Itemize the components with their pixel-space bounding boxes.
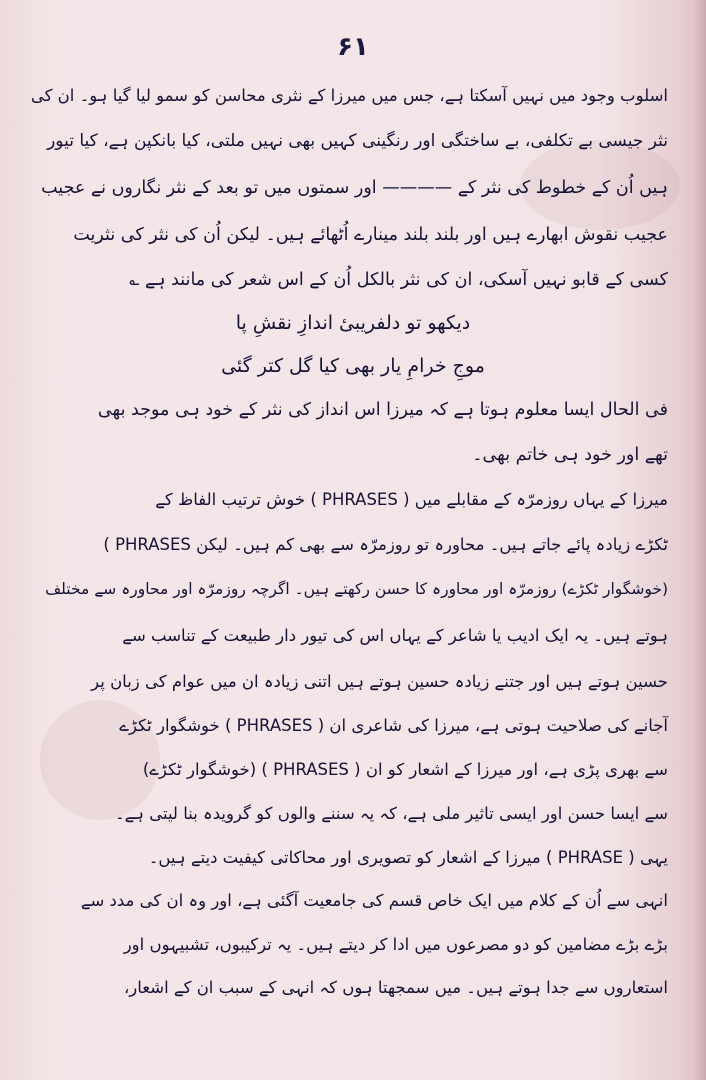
page-number: ۶۱ xyxy=(337,32,369,62)
text-line: سے بھری پڑی ہے، اور میرزا کے اشعار کو ان ( PHRASES ) (خوشگوار ٹکڑے) xyxy=(142,760,668,779)
text-line: ہوتے ہیں۔ یہ ایک ادیب یا شاعر کے یہاں اس کی تیور دار طبیعت کے تناسب سے xyxy=(122,626,668,645)
text-line: استعاروں سے جدا ہوتے ہیں۔ میں سمجھتا ہوں کہ انہی کے سبب ان کے اشعار، xyxy=(123,978,668,997)
text-line: عجیب نقوش ابھارے ہیں اور بلند بلند مینارے اُٹھائے ہیں۔ لیکن اُن کی نثر کی نثریت xyxy=(73,225,668,245)
text-line: بڑے بڑے مضامین کو دو مصرعوں میں ادا کر دیتے ہیں۔ یہ ترکیبوں، تشبیہوں اور xyxy=(123,935,668,954)
verse-line: موجِ خرامِ یار بھی کیا گل کتر گئی xyxy=(221,355,485,377)
text-line: سے ایسا حسن اور ایسی تاثیر ملی ہے، کہ یہ سننے والوں کو گرویدہ بنا لیتی ہے۔ xyxy=(114,804,668,823)
text-line: آجانے کی صلاحیت ہوتی ہے، میرزا کی شاعری ان ( PHRASES ) خوشگوار ٹکڑے xyxy=(119,716,668,735)
text-line: حسین ہوتے ہیں اور جتنے زیادہ حسین ہوتے ہیں اتنی زیادہ ان میں عوام کی زبان پر xyxy=(91,672,668,691)
text-line: ٹکڑے زیادہ پائے جاتے ہیں۔ محاورہ تو روزمرّہ سے بھی کم ہیں۔ لیکن PHRASES ) xyxy=(103,535,668,554)
text-line: فی الحال ایسا معلوم ہوتا ہے کہ میرزا اس انداز کی نثر کے خود ہی موجد بھی xyxy=(97,400,668,420)
text-line: تھے اور خود ہی خاتم بھی۔ xyxy=(472,445,668,465)
text-line: کسی کے قابو نہیں آسکی، ان کی نثر بالکل اُن کے اس شعر کی مانند ہے ؎ xyxy=(129,270,668,290)
text-line: (خوشگوار ٹکڑے) روزمرّہ اور محاورہ کا حسن رکھتے ہیں۔ اگرچہ روزمرّہ اور محاورہ سے مختلف xyxy=(45,580,668,598)
page-edge xyxy=(692,0,706,1080)
verse-line: دیکھو تو دلفریبیٔ اندازِ نقشِ پا xyxy=(235,312,471,334)
text-line: یہی ( PHRASE ) میرزا کے اشعار کو تصویری اور محاکاتی کیفیت دیتے ہیں۔ xyxy=(148,848,668,867)
text-line: انہی سے اُن کے کلام میں ایک خاص قسم کی جامعیت آگئی ہے، اور وہ ان کی مدد سے xyxy=(80,891,668,910)
text-line: میرزا کے یہاں روزمرّہ کے مقابلے میں ( PHRASES ) خوش ترتیب الفاظ کے xyxy=(155,490,668,509)
text-line: ہیں اُن کے خطوط کی نثر کے ———— اور سمتوں میں تو بعد کے نثر نگاروں نے عجیب xyxy=(41,178,668,198)
text-line: نثر جیسی بے تکلفی، بے ساختگی اور رنگینی کہیں بھی نہیں ملتی، کیا بانکپن ہے، کیا تیور xyxy=(47,131,668,151)
text-line: اسلوب وجود میں نہیں آسکتا ہے، جس میں میرزا کے نثری محاسن کو سمو لیا گیا ہو۔ ان کی xyxy=(30,86,668,105)
